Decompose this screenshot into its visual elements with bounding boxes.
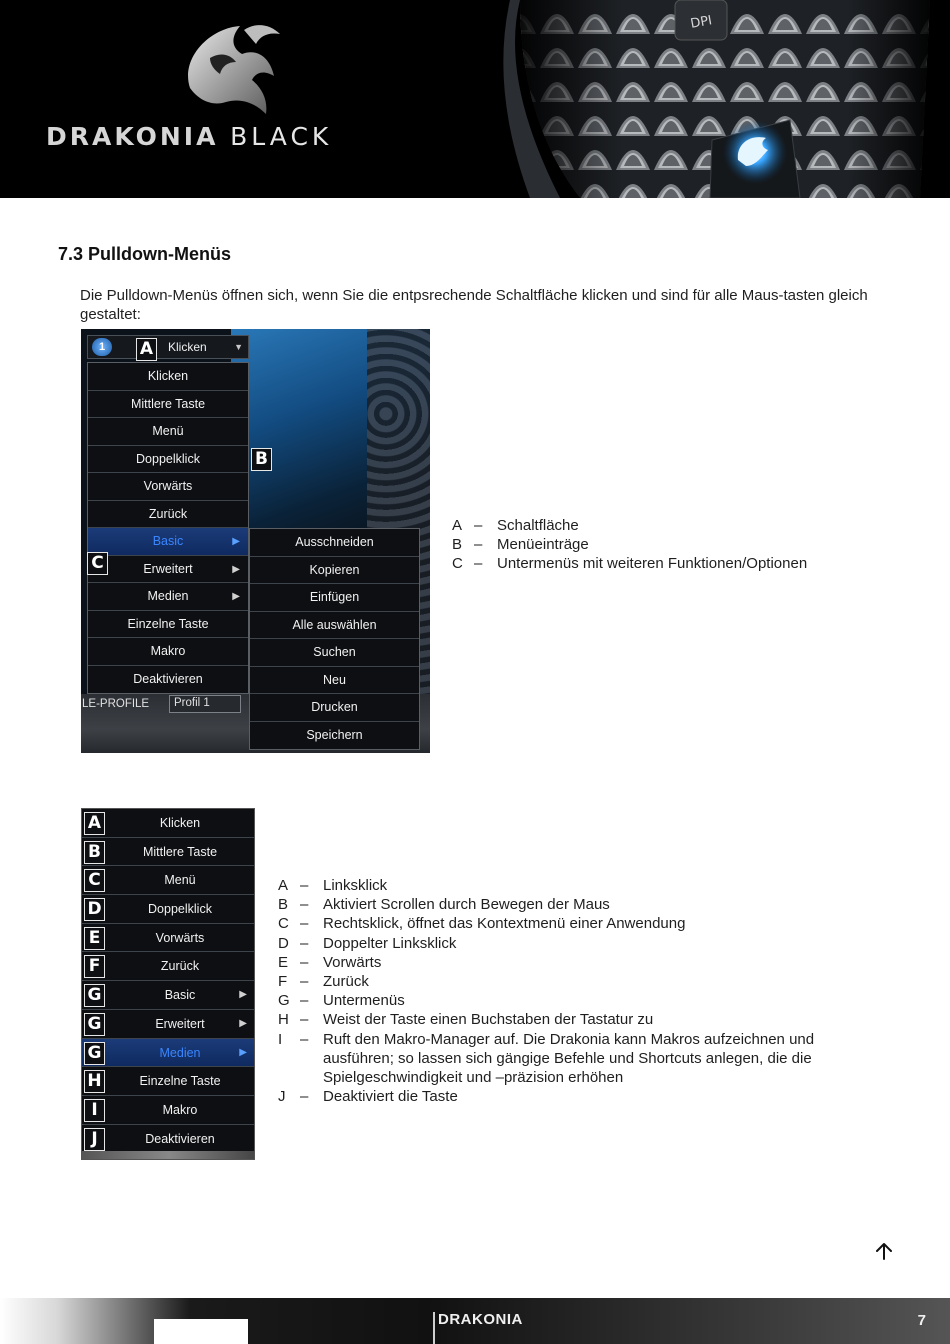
button-number-badge: 1 — [92, 338, 112, 356]
chevron-right-icon: ▶ — [232, 536, 240, 547]
chevron-right-icon: ▶ — [232, 591, 240, 602]
menu-item-label: Zurück — [148, 506, 188, 521]
legend-letter: D — [278, 934, 289, 952]
legend-row — [278, 895, 883, 914]
mouse-button-dropdown[interactable] — [87, 335, 249, 359]
callout-badge: E — [84, 927, 105, 950]
menu-item-zurueck[interactable] — [82, 952, 254, 981]
menu-item-vorwaerts[interactable] — [88, 473, 248, 501]
legend-row — [278, 934, 883, 953]
legend-description: Deaktiviert die Taste — [323, 1088, 458, 1106]
menu-item-label: Erweitert — [143, 561, 193, 576]
menu-item-klicken[interactable] — [88, 363, 248, 391]
legend-dash: – — [300, 1088, 309, 1106]
legend-description: Weist der Taste einen Buchstaben der Tastatur zu — [323, 1011, 654, 1029]
legend-row — [452, 535, 892, 554]
legend-letter: C — [452, 555, 463, 573]
menu-item-makro[interactable] — [88, 638, 248, 666]
legend-dash: – — [300, 992, 309, 1010]
legend-letter: I — [278, 1030, 283, 1048]
legend-description: Aktiviert Scrollen durch Bewegen der Maus — [323, 896, 610, 914]
menu-item-einzelne-taste[interactable] — [82, 1067, 254, 1096]
menu-item-menue[interactable] — [82, 866, 254, 895]
chevron-right-icon: ▶ — [232, 563, 240, 575]
menu-item-label: Medien — [159, 1045, 201, 1060]
menu-item-label: Erweitert — [155, 1016, 205, 1031]
footer-separator — [433, 1312, 435, 1344]
legend-row — [278, 914, 883, 933]
callout-a: A — [136, 338, 157, 361]
legend-row — [452, 554, 892, 573]
menu-item-makro[interactable] — [82, 1096, 254, 1125]
menu-item-menue[interactable] — [88, 418, 248, 446]
footer-decor — [154, 1319, 248, 1344]
callout-badge: G — [84, 1013, 105, 1036]
svg-text:DPI: DPI — [689, 13, 714, 32]
menu-item-label: Vorwärts — [155, 930, 205, 945]
pulldown-screenshot-2 — [81, 808, 255, 1160]
legend-dash: – — [300, 896, 309, 914]
menu-item-label: Medien — [147, 589, 189, 603]
callout-badge: C — [84, 869, 105, 892]
menu-item-label: Basic — [164, 988, 196, 1003]
menu-item-label: Menü — [152, 424, 184, 438]
legend-dash: – — [474, 517, 483, 534]
page-number: 7 — [917, 1312, 926, 1329]
legend-description: Doppelter Linksklick — [323, 934, 457, 952]
menu-item-label: Doppelklick — [136, 451, 200, 466]
arrow-up-icon[interactable] — [873, 1240, 895, 1262]
legend-letter: J — [278, 1088, 286, 1106]
legend-row — [278, 1087, 883, 1106]
menu-item-basic[interactable] — [88, 528, 248, 556]
callout-badge: B — [84, 841, 105, 864]
legend-dash: – — [474, 555, 483, 573]
chevron-right-icon: ▶ — [239, 1046, 247, 1058]
callout-badge: G — [84, 984, 105, 1007]
legend-screenshot-2 — [278, 876, 883, 1106]
callout-badge: A — [84, 812, 105, 835]
menu-item-erweitert[interactable] — [88, 556, 248, 584]
header-banner — [0, 0, 950, 198]
section-title: 7.3 Pulldown-Menüs — [58, 244, 232, 264]
page-footer — [0, 1298, 950, 1344]
legend-dash: – — [300, 1030, 309, 1048]
legend-row — [278, 1030, 883, 1088]
legend-description: Schaltfläche — [497, 517, 579, 534]
chevron-right-icon: ▶ — [239, 1017, 247, 1029]
legend-letter: A — [278, 877, 289, 894]
menu-item-erweitert[interactable] — [82, 1010, 254, 1039]
legend-dash: – — [300, 953, 309, 971]
submenu-item-einfuegen[interactable]: Einfügen — [250, 584, 419, 612]
mouse-product-image — [500, 0, 950, 198]
legend-dash: – — [300, 934, 309, 952]
callout-badge: D — [84, 898, 105, 921]
menu-item-label: Mittlere Taste — [130, 396, 206, 411]
menu-item-einzelne-taste[interactable] — [88, 611, 248, 639]
legend-letter: B — [452, 536, 463, 554]
profile-name: Profil 1 — [174, 697, 210, 709]
menu-item-zurueck[interactable] — [88, 501, 248, 529]
legend-letter: G — [278, 992, 290, 1010]
legend-dash: – — [474, 536, 483, 554]
legend-description: Rechtsklick, öffnet das Kontextmenü einer Anwendung — [323, 915, 686, 933]
menu-item-doppelklick[interactable] — [88, 446, 248, 474]
menu-item-label: Makro — [162, 1102, 198, 1117]
legend-dash: – — [300, 1011, 309, 1029]
callout-badge: H — [84, 1070, 105, 1093]
legend-row — [278, 972, 883, 991]
submenu-item-ausschneiden[interactable]: Ausschneiden — [250, 529, 419, 557]
callout-badge: G — [84, 1042, 105, 1065]
menu-item-label: Klicken — [159, 816, 201, 830]
menu-item-label: Menü — [164, 873, 196, 888]
legend-row — [278, 953, 883, 972]
pulldown-menu — [87, 362, 249, 694]
legend-row — [452, 516, 892, 535]
pulldown-screenshot-1 — [81, 329, 430, 753]
legend-description: Untermenüs mit weiteren Funktionen/Optionen — [497, 555, 808, 573]
menu-item-label: Deaktivieren — [133, 671, 203, 686]
chevron-right-icon: ▶ — [239, 989, 247, 1001]
legend-dash: – — [300, 877, 309, 894]
menu-item-label: Basic — [152, 534, 184, 548]
menu-item-label: Einzelne Taste — [127, 616, 209, 631]
menu-item-label: Zurück — [160, 959, 200, 974]
legend-letter: H — [278, 1011, 289, 1029]
menu-item-deaktivieren[interactable] — [82, 1125, 254, 1154]
legend-letter: E — [278, 953, 289, 971]
legend-row — [278, 991, 883, 1010]
menu-item-label: Makro — [150, 644, 186, 658]
menu-item-label: Einzelne Taste — [139, 1074, 221, 1089]
submenu-basic — [249, 528, 420, 750]
menu-item-label: Mittlere Taste — [142, 844, 218, 859]
legend-dash: – — [300, 973, 309, 991]
menu-item-label: Doppelklick — [148, 902, 212, 917]
menu-item-label: Deaktivieren — [145, 1131, 215, 1146]
menu-item-deaktivieren[interactable] — [88, 666, 248, 694]
legend-description: Menüeinträge — [497, 536, 589, 554]
submenu-item-suchen[interactable]: Suchen — [250, 639, 419, 667]
menu-item-medien[interactable] — [88, 583, 248, 611]
menu-item-label: Vorwärts — [143, 479, 193, 493]
callout-b: B — [251, 448, 272, 471]
dropdown-selected-value: Klicken — [168, 340, 207, 354]
callout-c: C — [87, 552, 108, 575]
banner-brand-title: DRAKONIA BLACK — [46, 122, 333, 151]
submenu-item-drucken[interactable]: Drucken — [250, 694, 419, 722]
callout-badge: I — [84, 1099, 105, 1122]
legend-description: Untermenüs — [323, 992, 405, 1010]
legend-letter: A — [452, 517, 463, 534]
menu-item-basic[interactable] — [82, 981, 254, 1010]
legend-row — [278, 1010, 883, 1029]
profile-tab[interactable] — [169, 695, 241, 713]
legend-description: Zurück — [323, 973, 369, 991]
menu-item-medien[interactable] — [82, 1039, 254, 1068]
legend-letter: B — [278, 896, 289, 914]
bottom-strip — [82, 1151, 255, 1159]
chevron-down-icon: ▼ — [234, 342, 243, 352]
legend-description: Ruft den Makro-Manager auf. Die Drakonia kann Makros aufzeichnen und ausführen; so lassen sich gängige Befehle und Shortcuts anlegen, die die Spielgeschwindigkeit und –präzision erhöhen — [323, 1030, 815, 1087]
legend-screenshot-1 — [452, 516, 892, 574]
dragon-logo-icon — [170, 18, 290, 118]
legend-dash: – — [300, 915, 309, 933]
submenu-item-alle-auswaehlen[interactable]: Alle auswählen — [250, 612, 419, 640]
menu-item-vorwaerts[interactable] — [82, 924, 254, 953]
menu-item-doppelklick[interactable] — [82, 895, 254, 924]
menu-item-klicken[interactable] — [82, 809, 254, 838]
submenu-item-neu[interactable]: Neu — [250, 667, 419, 695]
callout-badge: F — [84, 955, 105, 978]
footer-brand: DRAKONIA — [438, 1311, 523, 1328]
legend-letter: F — [278, 973, 288, 991]
menu-item-mittlere-taste[interactable] — [82, 838, 254, 867]
submenu-item-speichern[interactable]: Speichern — [306, 727, 363, 742]
profile-label: LE-PROFILE — [82, 698, 150, 710]
intro-paragraph: Die Pulldown-Menüs öffnen sich, wenn Sie die entpsrechende Schaltfläche klicken und sind für alle Maus-tasten gleich gestaltet: — [80, 287, 868, 323]
submenu-item-kopieren[interactable]: Kopieren — [250, 557, 419, 585]
legend-description: Vorwärts — [323, 953, 382, 971]
legend-description: Linksklick — [323, 877, 388, 894]
menu-item-label: Klicken — [147, 369, 189, 383]
legend-letter: C — [278, 915, 289, 933]
menu-item-mittlere-taste[interactable] — [88, 391, 248, 419]
callout-badge: J — [84, 1128, 105, 1151]
legend-row — [278, 876, 883, 895]
